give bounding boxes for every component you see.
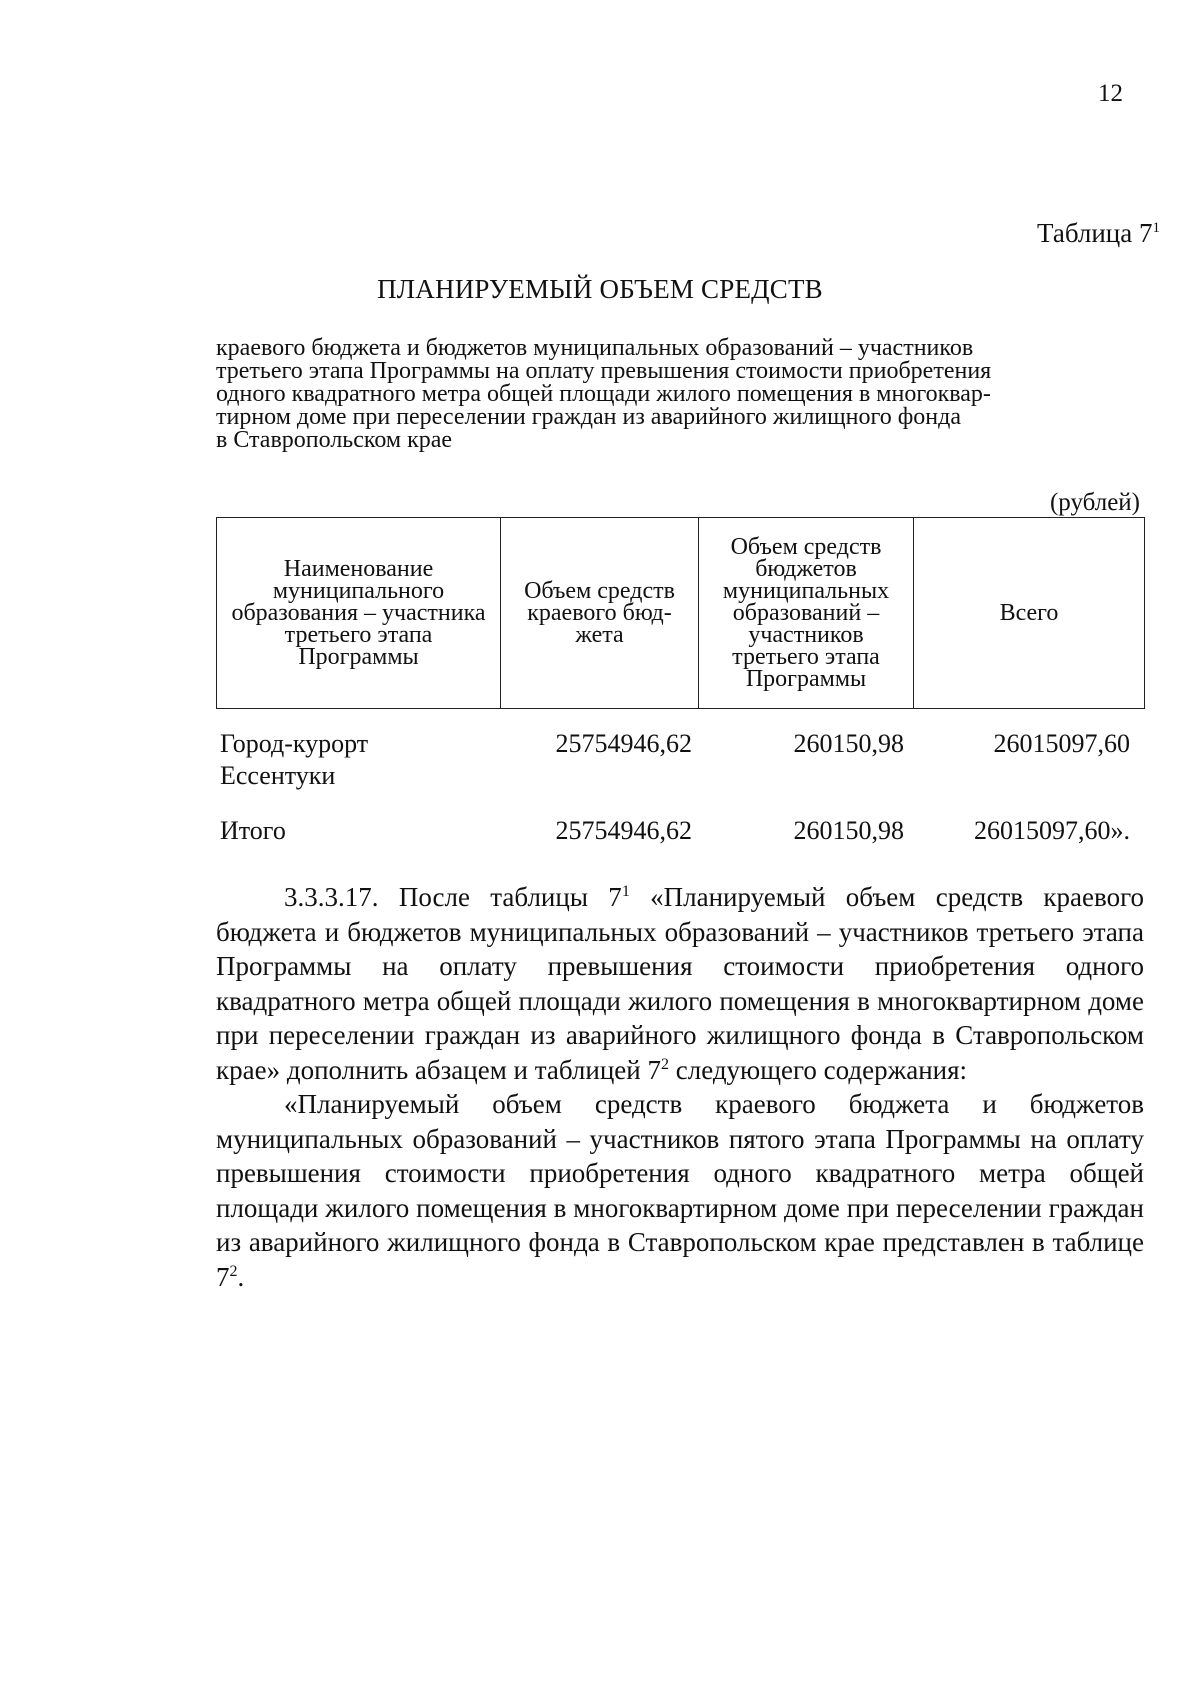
header-municipal-budget: Объем средств бюджетов муниципальных образований – участников третьего этапа Программы: [699, 518, 914, 709]
subtitle-line: тирном доме при переселении граждан из аварийного жилищного фонда: [216, 404, 961, 430]
paragraph-text: следующего содержания:: [668, 1054, 968, 1085]
row-total-value: 26015097,60: [993, 729, 1130, 758]
row-total-value: 26015097,60».: [974, 816, 1130, 845]
row-municipal-value: 260150,98: [793, 816, 904, 845]
table-label: [1037, 218, 1160, 249]
superscript: 1: [621, 883, 630, 900]
subtitle-line: одного квадратного метра общей площади жилого помещения в многоквар-: [216, 381, 991, 407]
header-municipality: Наименование муниципального образования – участника третьего этапа Программы: [217, 518, 501, 709]
paragraph-text: 3.3.3.17. После таблицы 7: [284, 882, 622, 912]
row-municipal-value: 260150,98: [793, 729, 904, 758]
row-municipality: Итого: [220, 816, 286, 845]
paragraph-text: .: [237, 1261, 245, 1292]
table-label-text: Таблица 7: [1037, 218, 1153, 248]
page-number: 12: [1098, 80, 1123, 107]
header-regional-budget: Объем средств краевого бюд-жета: [501, 518, 699, 709]
paragraph-text: «Планируемый объем средств краевого бюджета и бюджетов муниципальных образований – участников третьего этапа Программы на оплату превышения стоимости приобретения одного квадратного метра общей площади жилого помещения в многоквартирном доме при переселении граждан из аварийного жилищного фонда в Ставропольском крае» дополнить абзацем и таблицей 7: [216, 882, 1144, 1085]
table-label-superscript: 1: [1152, 220, 1160, 236]
paragraph-quote: [216, 1087, 1144, 1294]
superscript: 2: [660, 1055, 669, 1073]
body-text: [216, 880, 1144, 1294]
paragraph-text: «Планируемый объем средств краевого бюджета и бюджетов муниципальных образований – участников пятого этапа Программы на оплату превышения стоимости приобретения одного квадратного метра общей площади жилого помещения в многоквартирном доме при переселении граждан из аварийного жилищного фонда в Ставропольском крае представлен в таблице 7: [216, 1089, 1144, 1292]
subtitle-line: третьего этапа Программы на оплату превышения стоимости приобретения: [216, 358, 992, 384]
units-label: (рублей): [1049, 489, 1140, 516]
document-subtitle: [216, 337, 1144, 452]
paragraph-amendment: [216, 880, 1144, 1087]
document-title: ПЛАНИРУЕМЫЙ ОБЪЕМ СРЕДСТВ: [377, 274, 823, 304]
subtitle-line: в Ставропольском крае: [216, 427, 453, 453]
row-regional-value: 25754946,62: [555, 816, 692, 845]
budget-table-header: [216, 517, 1145, 709]
row-regional-value: 25754946,62: [555, 729, 692, 758]
subtitle-line: краевого бюджета и бюджетов муниципальных образований – участников: [216, 335, 974, 361]
row-municipality: Город-курорт Ессентуки: [220, 729, 369, 790]
header-total: Всего: [914, 518, 1145, 709]
superscript: 2: [229, 1262, 238, 1280]
